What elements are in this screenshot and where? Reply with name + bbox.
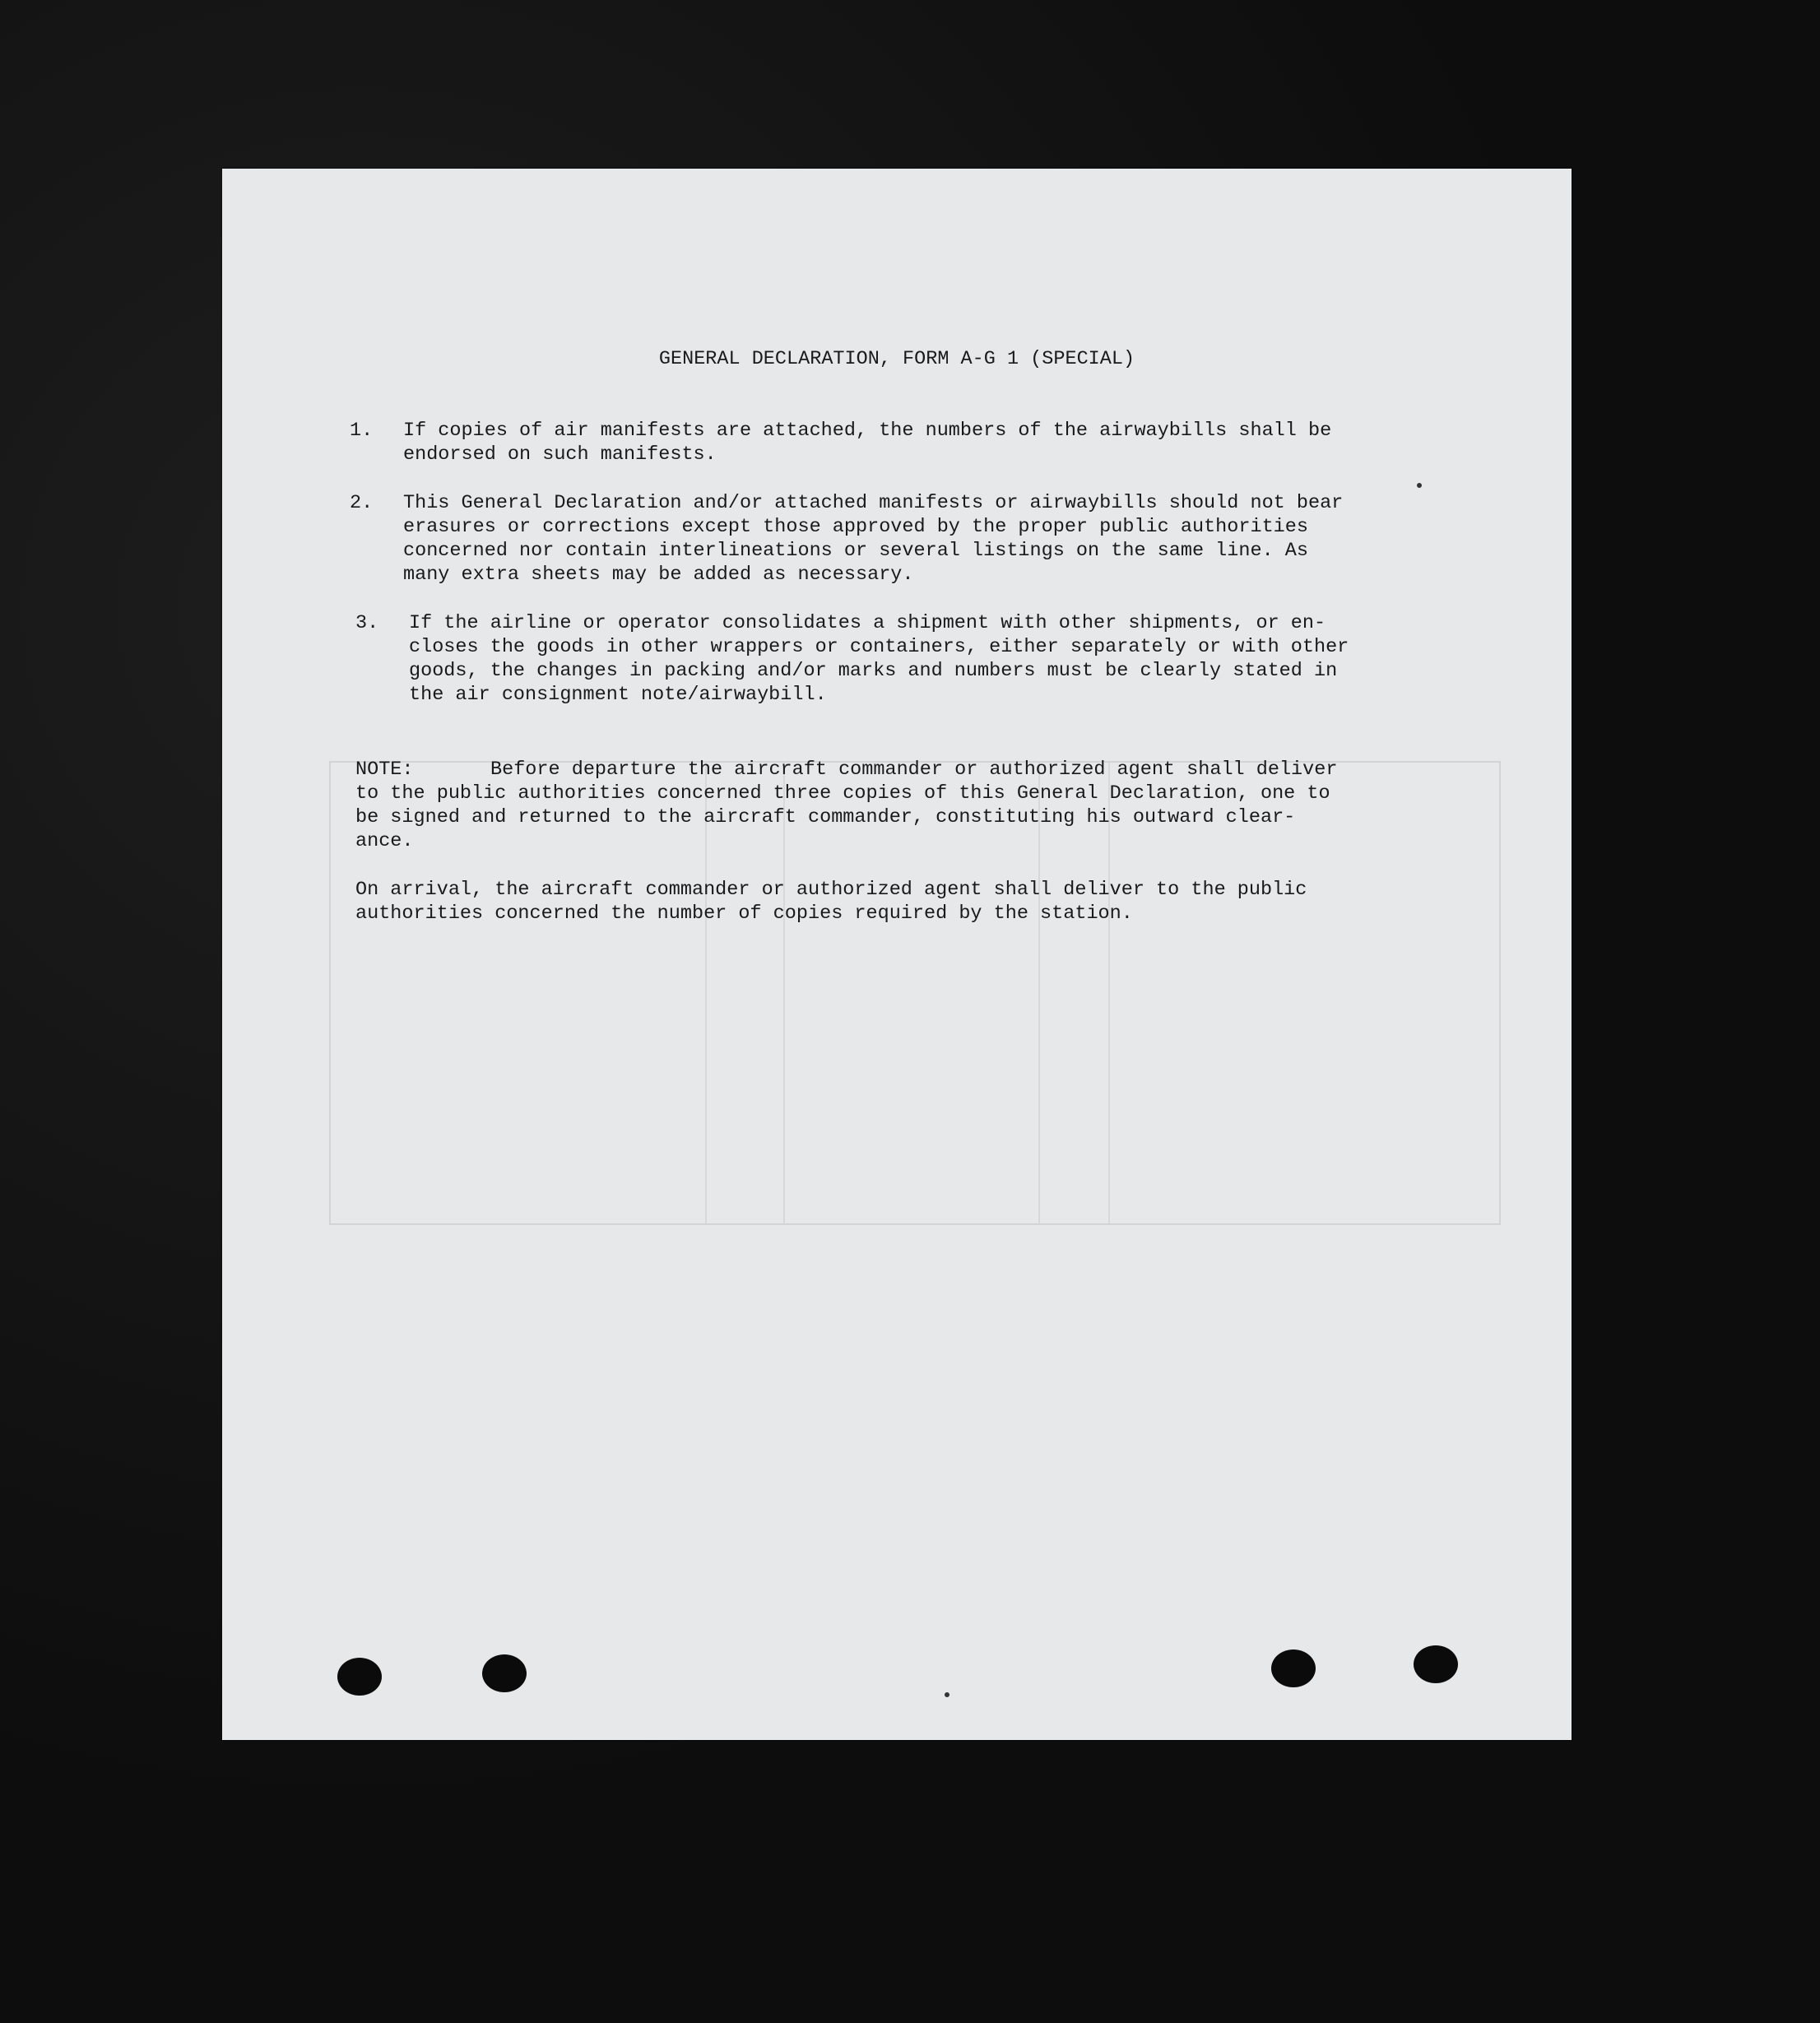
item-line: endorsed on such manifests. (403, 443, 717, 466)
scan-speck (1417, 483, 1422, 488)
item-number: 2. (350, 492, 374, 514)
note-line: to the public authorities concerned three copies of this General Declaration, one to (355, 782, 1330, 805)
item-line: This General Declaration and/or attached manifests or airwaybills should not bear (403, 492, 1344, 514)
document-page (222, 169, 1572, 1740)
item-line: If copies of air manifests are attached, the numbers of the airwaybills shall be (403, 420, 1332, 442)
punch-hole (482, 1654, 527, 1692)
punch-hole (1414, 1645, 1458, 1683)
item-line: the air consignment note/airwaybill. (409, 684, 827, 706)
arrival-line: On arrival, the aircraft commander or authorized agent shall deliver to the public (355, 879, 1307, 901)
arrival-line: authorities concerned the number of copies required by the station. (355, 902, 1133, 925)
document-title: GENERAL DECLARATION, FORM A-G 1 (SPECIAL) (658, 348, 1135, 370)
item-line: concerned nor contain interlineations or several listings on the same line. As (403, 540, 1308, 562)
item-line: many extra sheets may be added as necessary. (403, 564, 914, 586)
item-number: 3. (355, 612, 379, 634)
item-line: erasures or corrections except those approved by the proper public authorities (403, 516, 1308, 538)
punch-hole (1271, 1649, 1316, 1687)
note-line: Before departure the aircraft commander or authorized agent shall deliver (490, 759, 1338, 781)
note-line: ance. (355, 830, 414, 852)
item-line: closes the goods in other wrappers or containers, either separately or with other (409, 636, 1349, 658)
scan-speck (945, 1692, 949, 1697)
item-number: 1. (350, 420, 374, 442)
item-line: If the airline or operator consolidates a shipment with other shipments, or en- (409, 612, 1326, 634)
note-label: NOTE: (355, 759, 414, 781)
bleed-through-form-outline (329, 761, 1501, 1225)
note-line: be signed and returned to the aircraft commander, constituting his outward clear- (355, 806, 1296, 828)
item-line: goods, the changes in packing and/or marks and numbers must be clearly stated in (409, 660, 1338, 682)
punch-hole (337, 1658, 382, 1696)
